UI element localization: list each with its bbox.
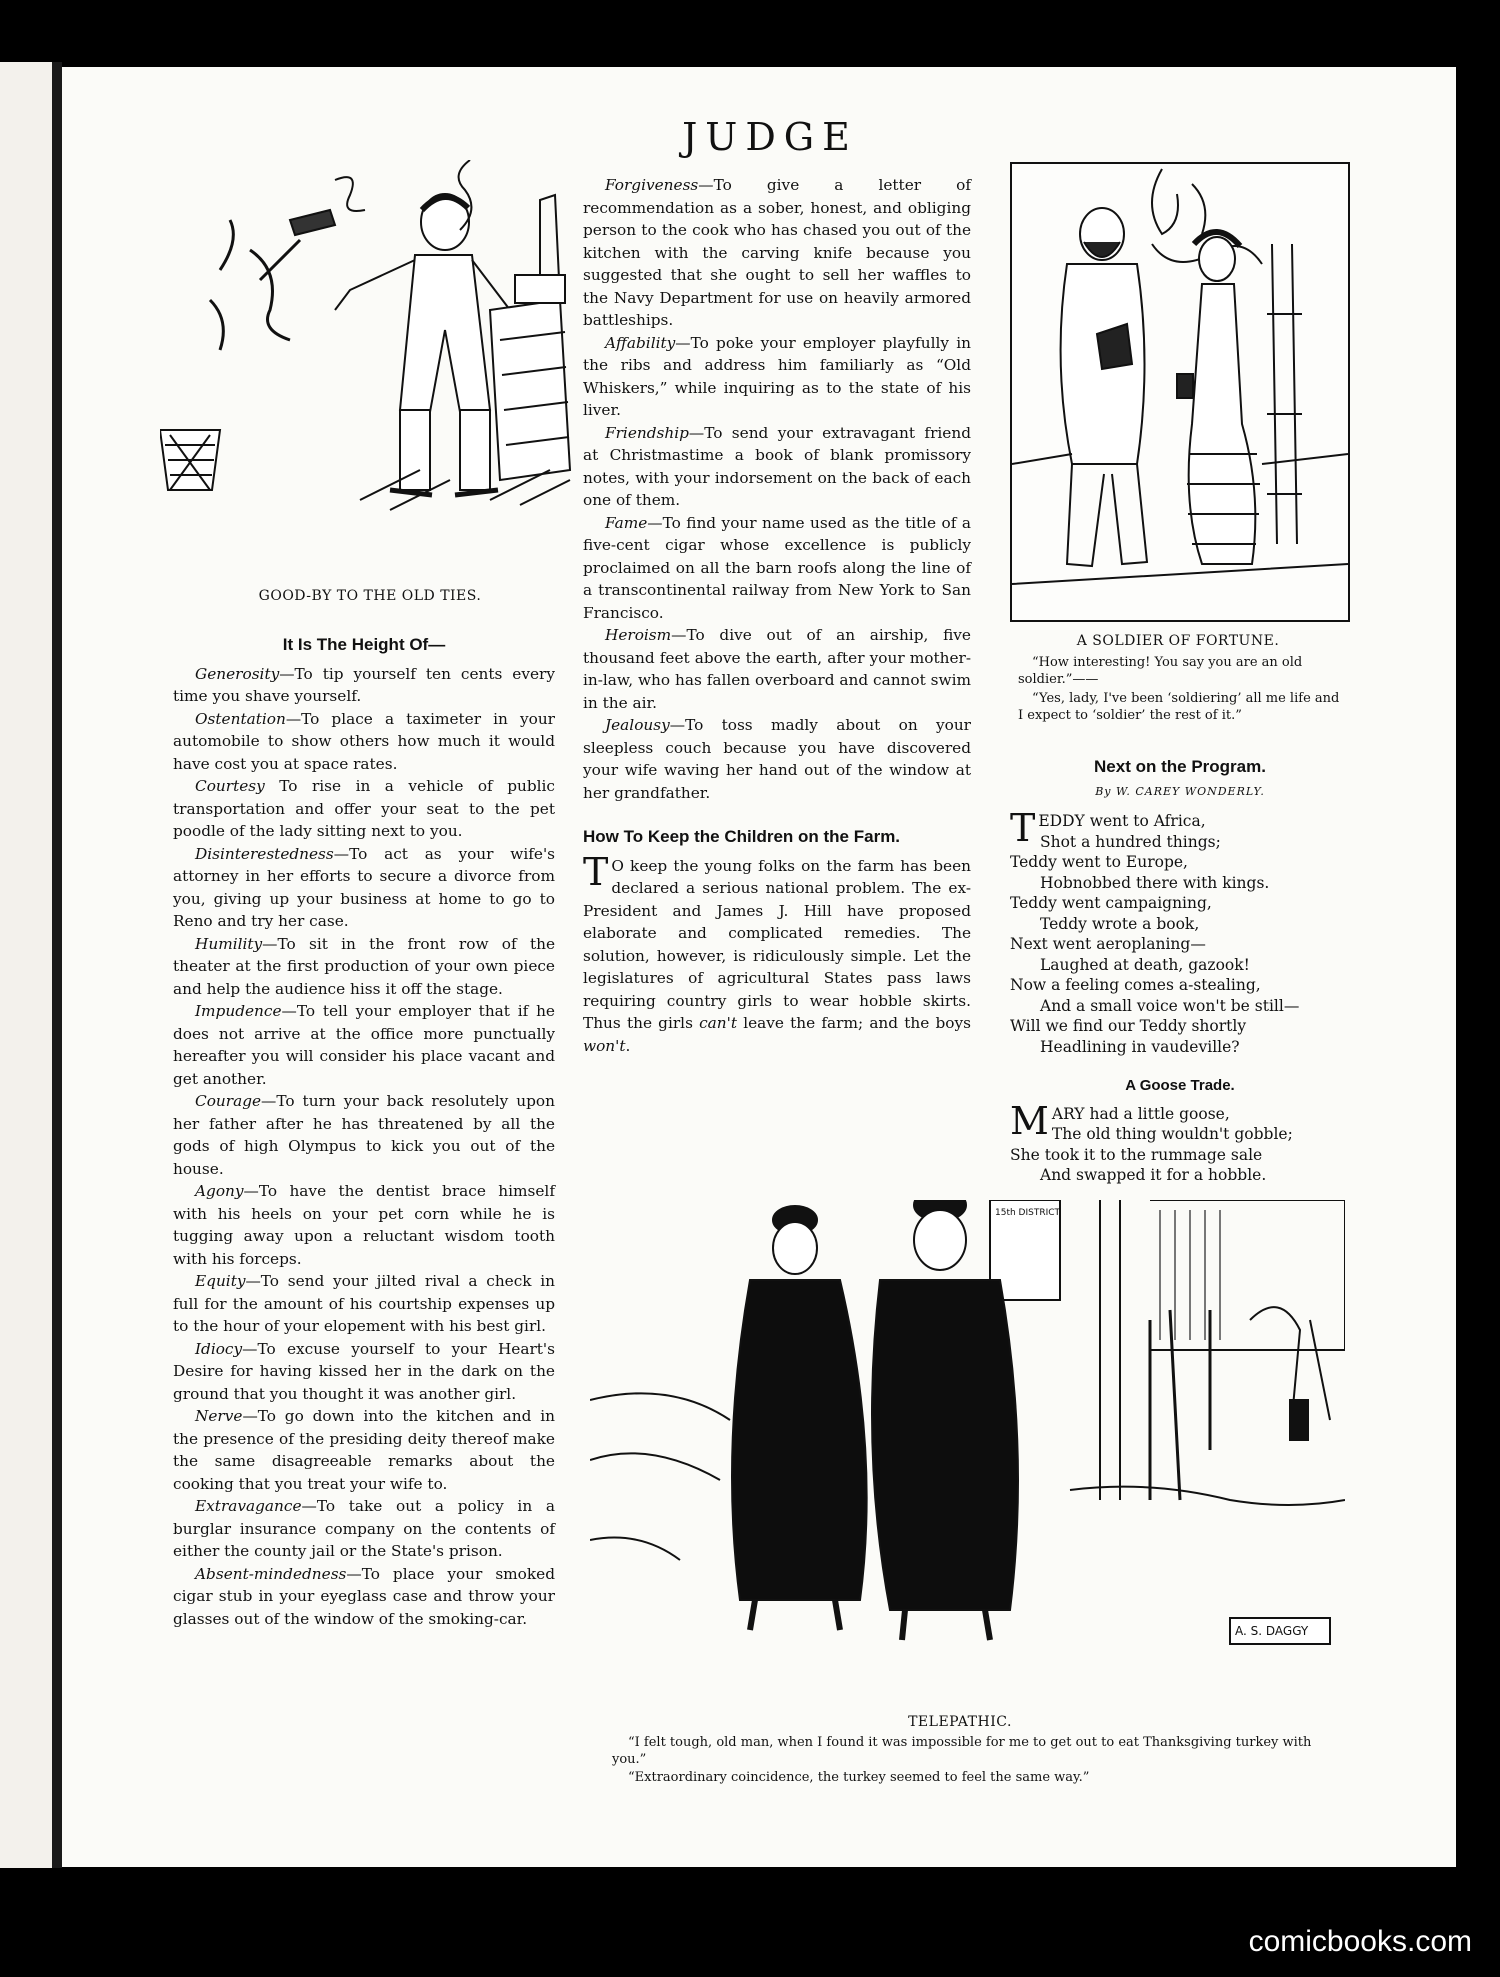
height-entry-text: —To send your extravagant friend at Christmastime a book of blank promissory notes, with your indorsement on the back of each one of them. (583, 423, 971, 509)
height-entry (173, 708, 555, 776)
height-entry (173, 1405, 555, 1495)
program-byline: By W. CAREY WONDERLY. (1095, 784, 1265, 798)
district-sign: 15th DISTRICT (995, 1208, 1061, 1218)
height-entry-term: Jealousy (605, 716, 670, 734)
poem-line: Shot a hundred things; (1040, 832, 1221, 851)
farm-text-a: O keep the young folks on the farm has been declared a serious national problem. The ex-President and James J. Hill have proposed elaborate and complicated remedies. The solution, however, is ridiculously simple. Let the legislatures of agricultural States pass laws requiring country girls to wear hobble skirts. Thus the girls (583, 856, 971, 1032)
program-column (1010, 756, 1350, 1186)
program-dropcap: T (1010, 806, 1036, 850)
poem-line: The old thing wouldn't gobble; (1051, 1125, 1293, 1143)
height-entry (173, 1090, 555, 1180)
height-entry-text: —To poke your employer playfully in the ribs and address him familiarly as “Old Whiskers,” while inquiring as to the state of his liver. (583, 333, 971, 419)
farm-cant: can't (699, 1014, 738, 1032)
height-entry (173, 1338, 555, 1406)
height-entry-text: —To have the dentist brace himself with his heels on your pet corn while he is tugging away upon a reluctant wisdom tooth with his forceps. (173, 1182, 555, 1268)
old-ties-drawing (160, 160, 580, 575)
height-entry-text: —To find your name used as the title of a five-cent cigar whose excellence is publicly proclaimed on all the barn roofs along the line of a transcontinental railway from New York to San Francisco. (583, 513, 971, 622)
old-ties-caption: GOOD-BY TO THE OLD TIES. (258, 588, 482, 604)
telepathic-quote-2: “Extraordinary coincidence, the turkey seemed to feel the same way.” (628, 1770, 1090, 1785)
program-poem-lines (1010, 806, 1350, 1057)
height-entry-text: —To tip yourself ten cents every time you shave yourself. (173, 664, 555, 705)
height-entry-term: Ostentation (195, 709, 286, 728)
height-entry (583, 422, 971, 512)
height-entry (173, 1495, 555, 1563)
height-entries-col1 (173, 663, 555, 1631)
program-poem (1010, 806, 1350, 1057)
goose-heading: A Goose Trade. (1125, 1077, 1235, 1094)
daggy-signature: A. S. DAGGY (1235, 1624, 1309, 1638)
height-entry-text: —To give a letter of recommendation as a sober, honest, and obliging person to the cook who has chased you out of the kitchen with the carving knife because you suggested that she ought to sell her waffles to the Navy Department for use on heavily armored battleships. (583, 176, 971, 329)
height-entry-term: Idiocy (195, 1339, 243, 1358)
height-entry-text: —To act as your wife's attorney in her efforts to secure a divorce from you, giving up your business at home to go to Reno and try her case. (173, 844, 555, 930)
height-entry-term: Courtesy (195, 777, 265, 795)
poem-line: Hobnobbed there with kings. (1040, 873, 1270, 892)
height-entry-text: —To turn your back resolutely upon her father after he has threatened by all the gods of high Olympus to kick you out of the house. (173, 1092, 555, 1178)
height-entry-term: Absent-mindedness (195, 1564, 347, 1583)
farm-text-c: . (625, 1036, 631, 1055)
farm-text-b: leave the farm; and the boys (737, 1014, 971, 1032)
binding-gutter (52, 62, 62, 1868)
poem-line: ARY had a little goose, (1051, 1104, 1230, 1123)
height-entry-text: —To place a taximeter in your automobile to show others how much it would have cost you at space rates. (173, 709, 555, 773)
height-entry-text: —To go down into the kitchen and in the presence of the presiding deity thereof make the same disagreeable remarks about the cooking that you treat your wife to. (173, 1407, 555, 1493)
height-entry (173, 1180, 555, 1270)
farm-dropcap: T (583, 849, 609, 894)
telepathic-caption: TELEPATHIC. (908, 1714, 1012, 1730)
poem-line: Laughed at death, gazook! (1040, 955, 1250, 974)
height-entry-term: Equity (195, 1272, 246, 1290)
height-entry (173, 1563, 555, 1631)
illustration-soldier (1010, 162, 1350, 622)
height-entry-text: —To dive out of an airship, five thousand feet above the earth, after your mother-in-law, who has fallen overboard and cannot swim in the air. (583, 626, 971, 712)
height-entry (583, 624, 971, 714)
height-entry (173, 663, 555, 708)
height-entry-text: —To tell your employer that if he does not arrive at the office more punctually hereafter you will consider his place vacant and get another. (173, 1002, 555, 1088)
height-heading: It Is The Height Of— (282, 635, 446, 654)
height-entry-text: —To excuse yourself to your Heart's Desire for having kissed her in the dark on the ground that you thought it was another girl. (173, 1339, 555, 1403)
soldier-drawing (1012, 164, 1348, 620)
height-entry-term: Forgiveness (605, 176, 699, 194)
height-entry-term: Extravagance (195, 1497, 302, 1515)
height-entry-text: To rise in a vehicle of public transportation and offer your seat to the pet poodle of the lady sitting next to you. (173, 777, 555, 840)
height-entry-text: —To place your smoked cigar stub in your eyeglass case and throw your glasses out of the window of the smoking-car. (173, 1564, 555, 1628)
poem-line: And swapped it for a hobble. (1040, 1166, 1267, 1184)
goose-poem-lines (1010, 1098, 1350, 1186)
goose-dropcap: M (1010, 1098, 1049, 1143)
watermark: comicbooks.com (1248, 1925, 1472, 1958)
farm-heading: How To Keep the Children on the Farm. (583, 827, 901, 846)
poem-line: Headlining in vaudeville? (1040, 1037, 1240, 1056)
height-entry-term: Impudence (195, 1002, 282, 1020)
height-entry (583, 332, 971, 422)
height-entry-term: Courage (195, 1092, 262, 1110)
illustration-telepathic (590, 1200, 1345, 1690)
height-entry (173, 843, 555, 933)
goose-poem (1010, 1098, 1350, 1186)
height-entry-term: Nerve (195, 1407, 243, 1425)
poem-line: Now a feeling comes a-stealing, (1010, 976, 1261, 994)
poem-line: She took it to the rummage sale (1010, 1145, 1263, 1164)
height-entry-term: Heroism (605, 626, 672, 644)
poem-line: Teddy went campaigning, (1010, 894, 1212, 912)
farm-wont: won't (583, 1036, 626, 1055)
telepathic-quote-1: “I felt tough, old man, when I found it was impossible for me to get out to eat Thanksgiving turkey with you.” (612, 1735, 1312, 1767)
height-entries-col2 (583, 174, 971, 804)
soldier-caption: A SOLDIER OF FORTUNE. (1076, 633, 1280, 649)
program-heading: Next on the Program. (1094, 757, 1266, 776)
height-entry-term: Agony (195, 1182, 244, 1200)
masthead: JUDGE (682, 115, 858, 159)
poem-line: EDDY went to Africa, (1038, 812, 1206, 830)
height-entry (583, 512, 971, 625)
height-entry-term: Affability (605, 333, 676, 352)
height-entry-text: —To send your jilted rival a check in full for the amount of his courtship expenses up to the hour of your elopement with his best girl. (173, 1272, 555, 1335)
height-entry (173, 1270, 555, 1338)
poem-line: Next went aeroplaning— (1010, 935, 1206, 953)
height-entry (173, 933, 555, 1001)
height-entry-term: Friendship (605, 423, 689, 442)
illustration-old-ties (160, 160, 580, 575)
height-entry-term: Humility (195, 934, 263, 953)
poem-line: Teddy went to Europe, (1010, 853, 1188, 871)
height-entry (173, 1000, 555, 1090)
height-column-2 (583, 174, 971, 1057)
height-entry-text: —To sit in the front row of the theater at the first production of your own piece and help the audience hiss it off the stage. (173, 934, 555, 998)
height-entry-text: —To toss madly about on your sleepless couch because you have discovered your wife waving her hand out of the window at her grandfather. (583, 716, 971, 802)
poem-line: Teddy wrote a book, (1040, 914, 1200, 933)
height-entry-term: Disinterestedness (195, 844, 334, 863)
height-entry-term: Fame (605, 513, 648, 532)
telepathic-drawing (590, 1200, 1345, 1690)
height-entry-text: —To take out a policy in a burglar insurance company on the contents of either the county jail or the State's prison. (173, 1497, 555, 1560)
height-entry-term: Generosity (195, 664, 280, 683)
soldier-quote-2: “Yes, lady, I've been ‘soldiering’ all me life and I expect to ‘soldier’ the rest of it.” (1018, 691, 1340, 723)
soldier-quote-1: “How interesting! You say you are an old soldier.”—— (1018, 655, 1303, 687)
height-entry (583, 174, 971, 332)
poem-line: Will we find our Teddy shortly (1010, 1017, 1247, 1035)
farm-paragraph (583, 849, 971, 1058)
poem-line: And a small voice won't be still— (1040, 996, 1300, 1015)
facing-page-edge (0, 62, 52, 1868)
height-column-1 (173, 634, 555, 1630)
height-entry (583, 714, 971, 804)
height-entry (173, 775, 555, 843)
